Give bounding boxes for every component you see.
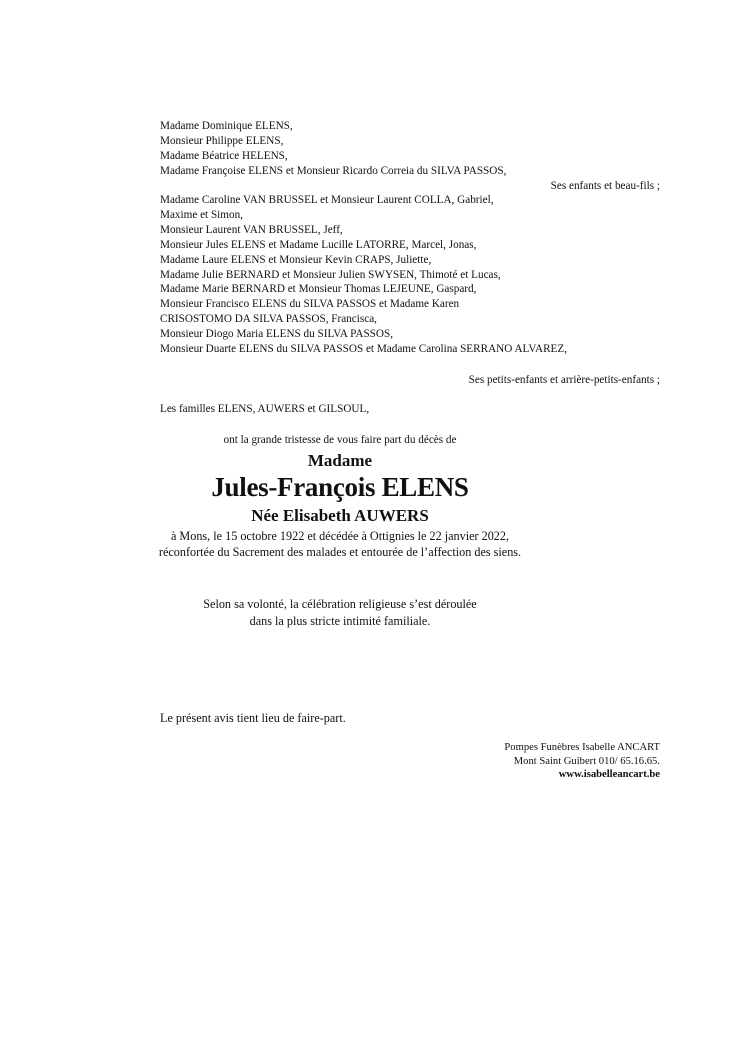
family-member: Madame Dominique ELENS, <box>160 120 293 132</box>
family-member: Monsieur Francisco ELENS du SILVA PASSOS et Madame Karen <box>160 298 460 311</box>
funeral-home-block <box>360 741 660 782</box>
family-member: Madame Caroline VAN BRUSSEL et Monsieur Laurent COLLA, Gabriel, <box>160 194 494 206</box>
funeral-home-address: Mont Saint Guibert 010/ 65.16.65. <box>513 755 660 767</box>
announcement-intro: ont la grande tristesse de vous faire part du décès de <box>223 434 457 446</box>
grandchildren-closing: Ses petits-enfants et arrière-petits-enfants ; <box>468 374 660 386</box>
families-line: Les familles ELENS, AUWERS et GILSOUL, <box>160 403 370 415</box>
deceased-name: Jules-François ELENS <box>211 472 469 502</box>
family-member: CRISOSTOMO DA SILVA PASSOS, Francisca, <box>160 313 377 326</box>
family-member: Madame Julie BERNARD et Monsieur Julien SWYSEN, Thimoté et Lucas, <box>160 268 501 281</box>
family-member: Madame Laure ELENS et Monsieur Kevin CRAPS, Juliette, <box>160 253 432 266</box>
comfort-line: réconfortée du Sacrement des malades et entourée de l’affection des siens. <box>158 545 522 559</box>
dates-line: à Mons, le 15 octobre 1922 et décédée à Ottignies le 22 janvier 2022, <box>170 529 510 543</box>
maiden-name: Née Elisabeth AUWERS <box>251 506 429 525</box>
family-member: Monsieur Duarte ELENS du SILVA PASSOS et Madame Carolina SERRANO ALVAREZ, <box>160 343 568 356</box>
grandchildren-list <box>160 193 660 357</box>
family-member: Monsieur Laurent VAN BRUSSEL, Jeff, <box>160 223 343 236</box>
family-member: Monsieur Philippe ELENS, <box>160 134 284 147</box>
ceremony-line: dans la plus stricte intimité familiale. <box>249 614 431 628</box>
deceased-title: Madame <box>307 451 373 470</box>
funeral-home-website[interactable]: www.isabelleancart.be <box>558 769 660 780</box>
family-member: Maxime et Simon, <box>160 208 243 221</box>
ceremony-note <box>66 596 614 630</box>
ceremony-line: Selon sa volonté, la célébration religieuse s’est déroulée <box>203 597 477 611</box>
birth-death-details <box>66 528 614 560</box>
children-list <box>160 119 660 194</box>
family-member: Madame Françoise ELENS et Monsieur Ricardo Correia du SILVA PASSOS, <box>160 164 507 177</box>
family-member: Monsieur Diogo Maria ELENS du SILVA PASSOS, <box>160 328 393 341</box>
notice-line: Le présent avis tient lieu de faire-part. <box>160 711 346 725</box>
family-member: Madame Béatrice HELENS, <box>160 149 288 162</box>
children-closing: Ses enfants et beau-fils ; <box>550 179 660 192</box>
family-member: Monsieur Jules ELENS et Madame Lucille LATORRE, Marcel, Jonas, <box>160 238 477 251</box>
funeral-home-name: Pompes Funèbres Isabelle ANCART <box>504 742 660 753</box>
family-member: Madame Marie BERNARD et Monsieur Thomas LEJEUNE, Gaspard, <box>160 283 477 296</box>
